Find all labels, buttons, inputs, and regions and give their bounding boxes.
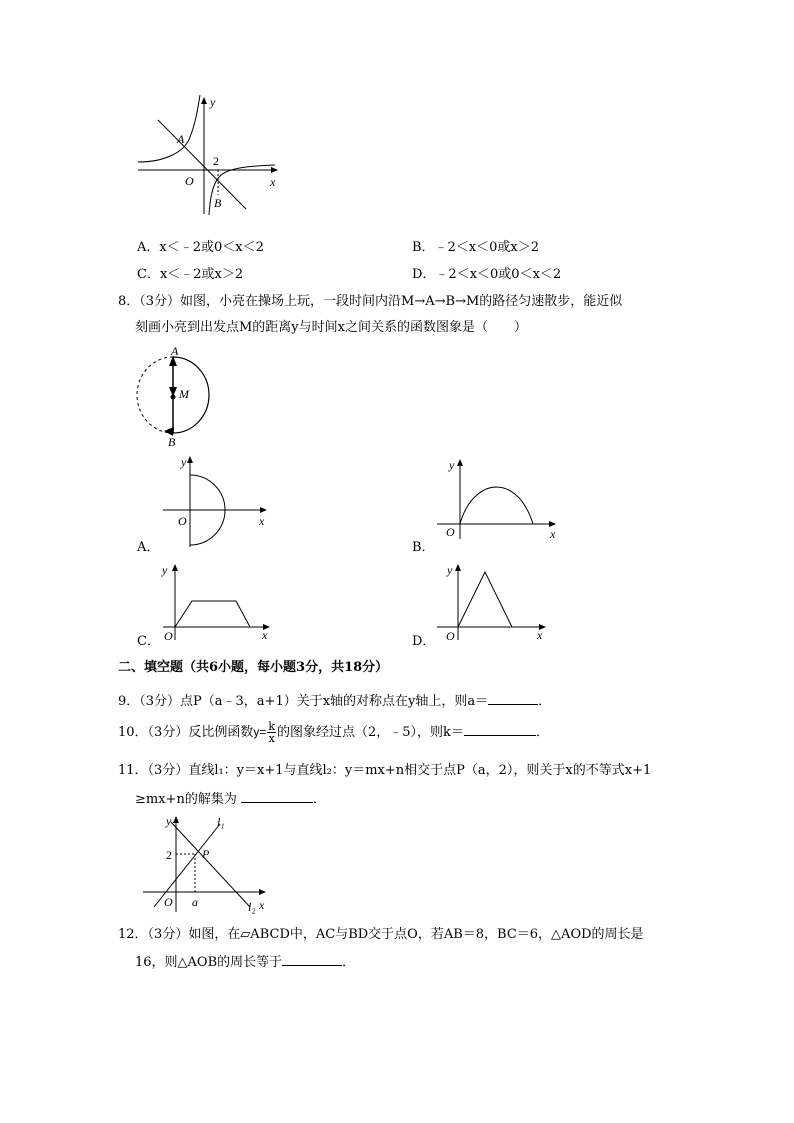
q8-question-line2: 刻画小亮到出发点M的距离y与时间x之间关系的函数图象是（ ）: [135, 320, 527, 335]
svg-text:x: x: [259, 898, 265, 912]
q8-dashed-semicircle: [137, 357, 173, 433]
q11-lines-figure: [138, 812, 273, 917]
svg-text:O: O: [178, 514, 187, 528]
q8-point-m: [171, 395, 176, 400]
q11-answer-blank[interactable]: [241, 789, 313, 803]
svg-text:O: O: [164, 629, 173, 643]
q9-answer-blank[interactable]: [488, 691, 538, 705]
q10-answer-blank[interactable]: [464, 722, 536, 736]
q8-label-b: B: [168, 435, 176, 449]
svg-text:y: y: [181, 455, 187, 469]
svg-text:x: x: [550, 527, 556, 541]
svg-text:y: y: [449, 458, 455, 472]
svg-text:l₁: l₁: [217, 815, 225, 829]
q7-x-axis-arrow: [271, 167, 278, 173]
svg-text:x: x: [262, 628, 268, 642]
svg-text:P: P: [202, 847, 210, 861]
svg-text:y: y: [166, 814, 172, 828]
q7-option-a: A．x＜﹣2或0＜x＜2: [137, 240, 264, 255]
q7-hyperbola-left: [138, 95, 200, 162]
q8-graph-b: [434, 455, 564, 545]
q7-x-label: x: [270, 175, 276, 189]
q8-graph-b-arc: [460, 487, 533, 524]
q8-option-a-label: A．: [137, 540, 160, 555]
q7-point-a: A: [177, 132, 185, 146]
q8-graph-c-trapezoid: [175, 601, 250, 627]
q8-label-m: M: [179, 387, 189, 401]
q8-option-b-label: B．: [412, 540, 435, 555]
q11-line-l2: [171, 822, 250, 907]
q10-fraction: $\frac{k}{x}$: [268, 720, 276, 745]
svg-text:2: 2: [166, 848, 172, 862]
svg-text:y: y: [447, 563, 453, 577]
svg-text:y: y: [162, 563, 168, 577]
q8-graph-a: [158, 452, 278, 552]
section-2-title: 二、填空题（共6小题，每小题3分，共18分）: [118, 660, 389, 675]
q11-question-line1: 11．（3分）直线l₁：y＝x+1与直线l₂：y＝mx+n相交于点P（a，2），则关于x的不等式x+1: [118, 763, 652, 778]
q11-question-line2: ≥mx+n的解集为 ．: [135, 789, 326, 809]
q8-question-line1: 8．（3分）如图，小亮在操场上玩，一段时间内沿M→A→B→M的路径匀速散步，能近似: [118, 294, 623, 309]
q8-path-figure: [128, 342, 228, 452]
q7-origin-label: O: [185, 174, 194, 188]
q7-option-c: C．x＜﹣2或x＞2: [137, 267, 244, 282]
q12-answer-blank[interactable]: [282, 952, 342, 966]
q8-option-c-label: C．: [137, 634, 160, 649]
q8-option-d-label: D．: [412, 634, 436, 649]
q7-y-axis-arrow: [201, 97, 207, 104]
svg-text:a: a: [192, 895, 198, 909]
q7-option-d: D．﹣2＜x＜0或0＜x＜2: [412, 267, 562, 282]
q8-graph-d: [434, 560, 554, 645]
q9-question: 9．（3分）点P（a﹣3，a+1）关于x轴的对称点在y轴上，则a＝ ．: [118, 691, 551, 711]
svg-text:O: O: [446, 629, 455, 643]
q10-question: 10．（3分）反比例函数y= $\frac{k}{x}$ 的图象经过点（2，﹣5），则k＝ ．: [118, 720, 549, 745]
svg-text:O: O: [446, 525, 455, 539]
q7-hyperbola-figure: [130, 92, 290, 217]
q8-label-a: A: [171, 344, 179, 358]
svg-text:l₂: l₂: [248, 900, 256, 914]
q12-question-line1: 12．（3分）如图，在▱ABCD中，AC与BD交于点O，若AB＝8，BC＝6，△AOD的周长是: [118, 927, 644, 942]
q8-graph-d-triangle: [458, 572, 512, 627]
q7-line: [158, 120, 246, 209]
q7-point-b: B: [214, 196, 222, 210]
svg-text:O: O: [164, 895, 173, 909]
q7-y-label: y: [210, 95, 216, 109]
svg-text:x: x: [537, 628, 543, 642]
svg-text:x: x: [259, 514, 265, 528]
q8-graph-c: [158, 560, 278, 645]
q12-question-line2: 16，则△AOB的周长等于 ．: [135, 952, 355, 972]
q7-tick-2: 2: [213, 154, 219, 168]
q7-option-b: B．﹣2＜x＜0或x＞2: [412, 240, 540, 255]
